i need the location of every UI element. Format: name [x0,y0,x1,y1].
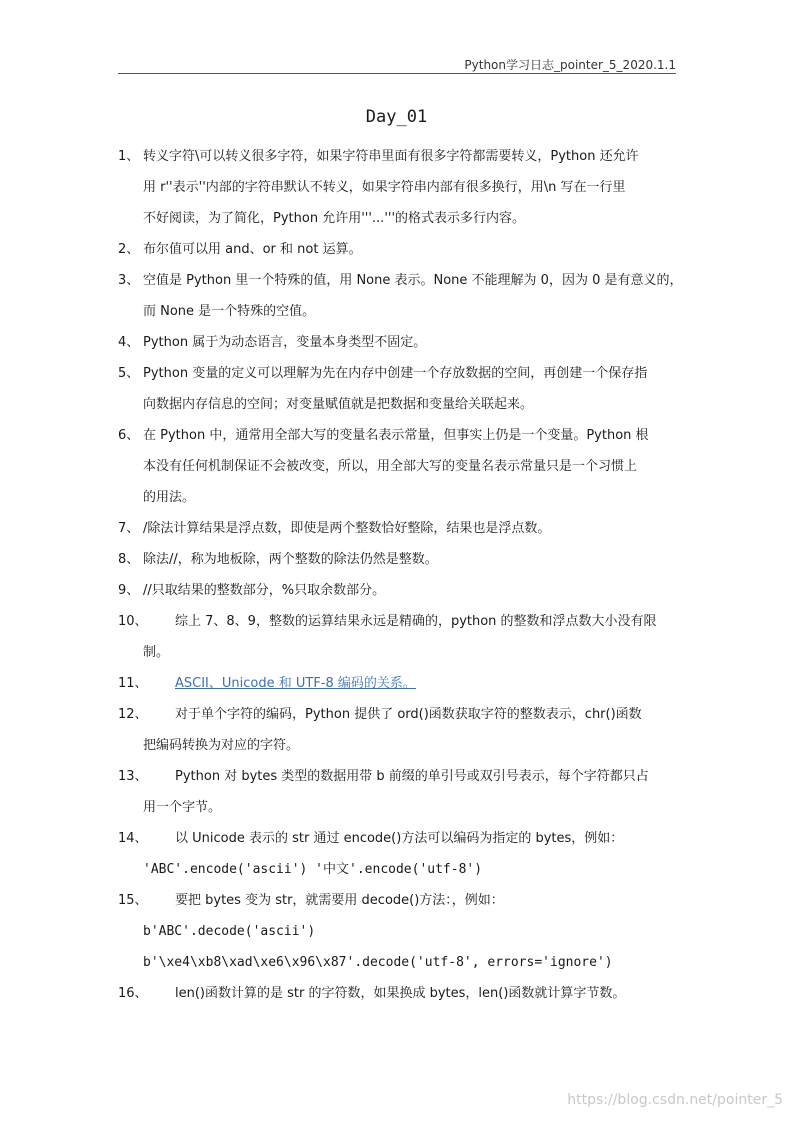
item-number: 13、 [118,769,148,784]
item-text: 制。 [143,645,170,660]
list-item [118,978,678,1009]
item-number: 3、 [118,273,140,288]
list-item [118,699,678,761]
item-text: 本没有任何机制保证不会被改变，所以，用全部大写的变量名表示常量只是一个习惯上 [143,459,638,474]
item-text [175,668,678,699]
item-text: /除法计算结果是浮点数，即使是两个整数恰好整除，结果也是浮点数。 [143,521,551,536]
notes-list [118,141,683,1009]
item-number: 7、 [118,521,140,536]
item-text: 综上 7、8、9，整数的运算结果永远是精确的，python 的整数和浮点数大小没有限 [175,614,657,629]
item-text: 对于单个字符的编码，Python 提供了 ord()函数获取字符的整数表示，chr()函数 [175,707,642,722]
item-text: 以 Unicode 表示的 str 通过 encode()方法可以编码为指定的 bytes，例如： [175,831,624,846]
list-item [118,327,678,358]
item-text: //只取结果的整数部分，%只取余数部分。 [143,583,386,598]
encoding-relation-link[interactable]: ASCII、Unicode 和 UTF-8 编码的关系。 [175,676,416,691]
item-text: 的用法。 [143,490,196,505]
item-number: 2、 [118,242,140,257]
item-text: 不好阅读，为了简化，Python 允许用'''...'''的格式表示多行内容。 [143,211,526,226]
code-example: b'ABC'.decode('ascii') [143,924,316,939]
list-item [118,234,678,265]
item-number: 9、 [118,583,140,598]
list-item [118,513,678,544]
list-item [118,141,678,234]
list-item [118,358,678,420]
item-text: Python 对 bytes 类型的数据用带 b 前缀的单引号或双引号表示，每个字符都只占 [175,769,649,784]
item-text: 转义字符\可以转义很多字符，如果字符串里面有很多字符都需要转义，Python 还允许 [143,149,639,164]
list-item [118,575,678,606]
item-number: 5、 [118,366,140,381]
document-title: Day_01 [365,107,428,127]
page-header: Python学习日志_pointer_5_2020.1.1 [464,58,676,72]
item-number: 16、 [118,986,148,1001]
item-text: 向数据内存信息的空间；对变量赋值就是把数据和变量给关联起来。 [143,397,534,412]
item-text: 在 Python 中，通常用全部大写的变量名表示常量，但事实上仍是一个变量。Python 根 [143,428,649,443]
watermark: https://blog.csdn.net/pointer_5 [567,1092,783,1108]
item-text: Python 变量的定义可以理解为先在内存中创建一个存放数据的空间，再创建一个保存指 [143,366,648,381]
item-number: 11、 [118,676,148,691]
item-number: 14、 [118,831,148,846]
item-text: 要把 bytes 变为 str，就需要用 decode()方法：，例如： [175,893,504,908]
item-text: 空值是 Python 里一个特殊的值，用 None 表示。None 不能理解为 0，因为 0 是有意义的， [143,273,683,288]
list-item [118,606,678,668]
item-number: 12、 [118,707,148,722]
list-item [118,544,678,575]
list-item [118,885,678,978]
item-text: len()函数计算的是 str 的字符数，如果换成 bytes，len()函数就计算字节数。 [175,986,626,1001]
item-number: 10、 [118,614,148,629]
item-text: 而 None 是一个特殊的空值。 [143,304,316,319]
item-text: 除法//，称为地板除，两个整数的除法仍然是整数。 [143,552,438,567]
code-example: 'ABC'.encode('ascii') '中文'.encode('utf-8') [143,862,483,877]
list-item [118,668,678,699]
item-number: 4、 [118,335,140,350]
code-example: b'\xe4\xb8\xad\xe6\x96\x87'.decode('utf-8', errors='ignore') [143,955,613,970]
item-text: 用 r''表示''内部的字符串默认不转义，如果字符串内部有很多换行，用\n 写在一行里 [143,180,626,195]
item-number: 8、 [118,552,140,567]
item-text: 布尔值可以用 and、or 和 not 运算。 [143,242,362,257]
list-item [118,823,678,885]
item-text: 用一个字节。 [143,800,222,815]
list-item [118,420,678,513]
list-item [118,265,683,327]
item-text: 把编码转换为对应的字符。 [143,738,300,753]
item-number: 6、 [118,428,140,443]
header-divider [118,73,676,74]
item-text: Python 属于为动态语言，变量本身类型不固定。 [143,335,427,350]
list-item [118,761,678,823]
item-number: 1、 [118,149,140,164]
item-number: 15、 [118,893,148,908]
